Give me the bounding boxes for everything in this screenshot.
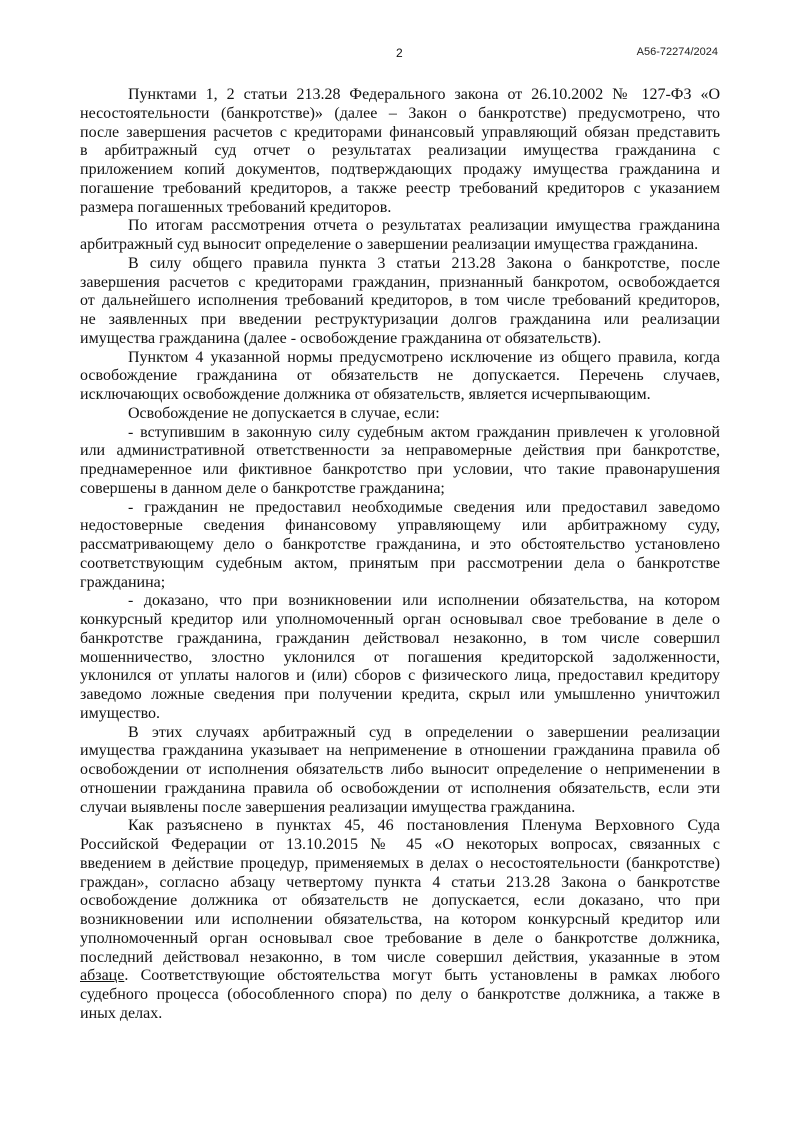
text-line: конкурсный кредитор или уполномоченный орган основывал свое требование в деле о: [80, 611, 720, 628]
text-line: имущества гражданина (далее - освобождение гражданина от обязательств).: [80, 329, 602, 347]
text-line: исключающих освобождение должника от обязательств, является исчерпывающим.: [80, 386, 651, 403]
text-line: банкротстве гражданина, гражданин действовал незаконно, в том числе совершил: [80, 629, 720, 647]
text-line: преднамеренное или фиктивное банкротство при условии, что такие правонарушения: [80, 461, 720, 478]
text-line: отношении гражданина правила об освобождении от исполнения обязательств, если эти: [80, 779, 720, 797]
text-line: последний действовал незаконно, в том числе совершил действия, указанные в этом: [80, 948, 720, 966]
text-line: Как разъяснено в пунктах 45, 46 постановления Пленума Верховного Суда: [128, 817, 720, 835]
text-line: уполномоченный орган основывал свое требование в деле о банкротстве должника,: [80, 929, 720, 947]
text-line: размера погашенных требований кредиторов.: [80, 198, 392, 216]
paragraph: [80, 86, 720, 217]
page-number: 2: [396, 46, 403, 60]
text-line: судебного процесса (обособленного спора) по делу о банкротстве должника, а также в: [80, 986, 720, 1003]
text-line: [80, 967, 720, 986]
text-line: иных делах.: [80, 1004, 163, 1022]
text-line: совершены в данном деле о банкротстве гражданина;: [80, 479, 445, 497]
text-line: недостоверные сведения финансовому управляющему или арбитражному суду,: [80, 517, 720, 535]
case-number: А56-72274/2024: [636, 46, 718, 58]
text-line: погашение требований кредиторов, а также реестр требований кредиторов с указанием: [80, 179, 720, 197]
text-line: завершения расчетов с кредиторами гражданин, признанный банкротом, освобождается: [80, 273, 720, 291]
paragraph: [80, 499, 720, 593]
text-line-rest: . Соответствующие обстоятельства могут быть установлены в рамках любого: [124, 967, 720, 985]
text-line: заведомо ложные сведения при получении кредита, скрыл или умышленно уничтожил: [80, 686, 720, 703]
paragraph: [80, 592, 720, 723]
text-line: освобождении от исполнения обязательств либо выносит определение о неприменении в: [80, 761, 720, 778]
text-line: Российской Федерации от 13.10.2015 № 45 «О некоторых вопросах, связанных с: [80, 836, 720, 853]
paragraph: [80, 405, 720, 424]
paragraph: [80, 217, 720, 255]
text-line: граждан», согласно абзацу четвертому пункта 4 статьи 213.28 Закона о банкротстве: [80, 873, 720, 891]
text-line: после завершения расчетов с кредиторами финансовый управляющий обязан представить: [80, 123, 720, 141]
text-line: приложением копий документов, подтверждающих продажу имущества гражданина и: [80, 161, 720, 178]
text-line: арбитражный суд выносит определение о завершении реализации имущества гражданина.: [80, 236, 699, 253]
text-line: имущества гражданина указывает на неприменение в отношении гражданина правила об: [80, 742, 720, 760]
text-line: Освобождение не допускается в случае, если:: [128, 404, 440, 422]
text-line: не заявленных при введении реструктуризации долгов гражданина или реализации: [80, 311, 720, 328]
paragraph: [80, 424, 720, 499]
text-line: возникновении или исполнении обязательства, на котором конкурсный кредитор или: [80, 911, 720, 928]
text-line: в арбитражный суд отчет о результатах реализации имущества гражданина с: [80, 142, 720, 160]
text-line: рассматривающему дело о банкротстве гражданина, и это обстоятельство установлено: [80, 536, 720, 553]
text-line: освобождение гражданина от обязательств не допускается. Перечень случаев,: [80, 367, 720, 385]
text-line: соответствующим судебным актом, принятым при рассмотрении дела о банкротстве: [80, 554, 720, 572]
text-line: - вступившим в законную силу судебным актом гражданин привлечен к уголовной: [128, 423, 720, 441]
document-body: [80, 86, 720, 1024]
text-line: гражданина;: [80, 573, 166, 591]
abzac-link[interactable]: абзаце: [80, 967, 125, 985]
text-line: В силу общего правила пункта 3 статьи 213.28 Закона о банкротстве, после: [128, 254, 720, 272]
text-line: В этих случаях арбитражный суд в определении о завершении реализации: [128, 723, 720, 741]
text-line: или административной ответственности за неправомерные действия при банкротстве,: [80, 442, 720, 460]
paragraph: [80, 724, 720, 818]
text-line: от дальнейшего исполнения требований кредиторов, в том числе требований кредиторов,: [80, 292, 720, 310]
text-line: - гражданин не предоставил необходимые сведения или предоставил заведомо: [128, 498, 720, 516]
text-line: несостоятельности (банкротстве)» (далее – Закон о банкротстве) предусмотрено, что: [80, 104, 720, 122]
text-line: освобождение должника от обязательств не допускается, если доказано, что при: [80, 892, 720, 910]
paragraph: [80, 817, 720, 1023]
text-line: Пунктами 1, 2 статьи 213.28 Федерального закона от 26.10.2002 № 127-ФЗ «О: [128, 86, 720, 103]
text-line: имущество.: [80, 704, 161, 722]
text-line: Пунктом 4 указанной нормы предусмотрено исключение из общего правила, когда: [128, 348, 720, 366]
text-line: - доказано, что при возникновении или исполнении обязательства, на котором: [128, 592, 720, 610]
text-line: мошенничество, злостно уклонился от погашения кредиторской задолженности,: [80, 648, 720, 666]
paragraph: [80, 349, 720, 405]
paragraph: [80, 255, 720, 349]
text-line: По итогам рассмотрения отчета о результатах реализации имущества гражданина: [128, 217, 720, 235]
text-line: уклонился от уплаты налогов и (или) сборов с физического лица, предоставил кредитору: [80, 667, 720, 685]
text-line: введением в действие процедур, применяемых в делах о несостоятельности (банкротстве): [80, 854, 720, 872]
text-line: случаи выявлены после завершения реализации имущества гражданина.: [80, 798, 576, 816]
